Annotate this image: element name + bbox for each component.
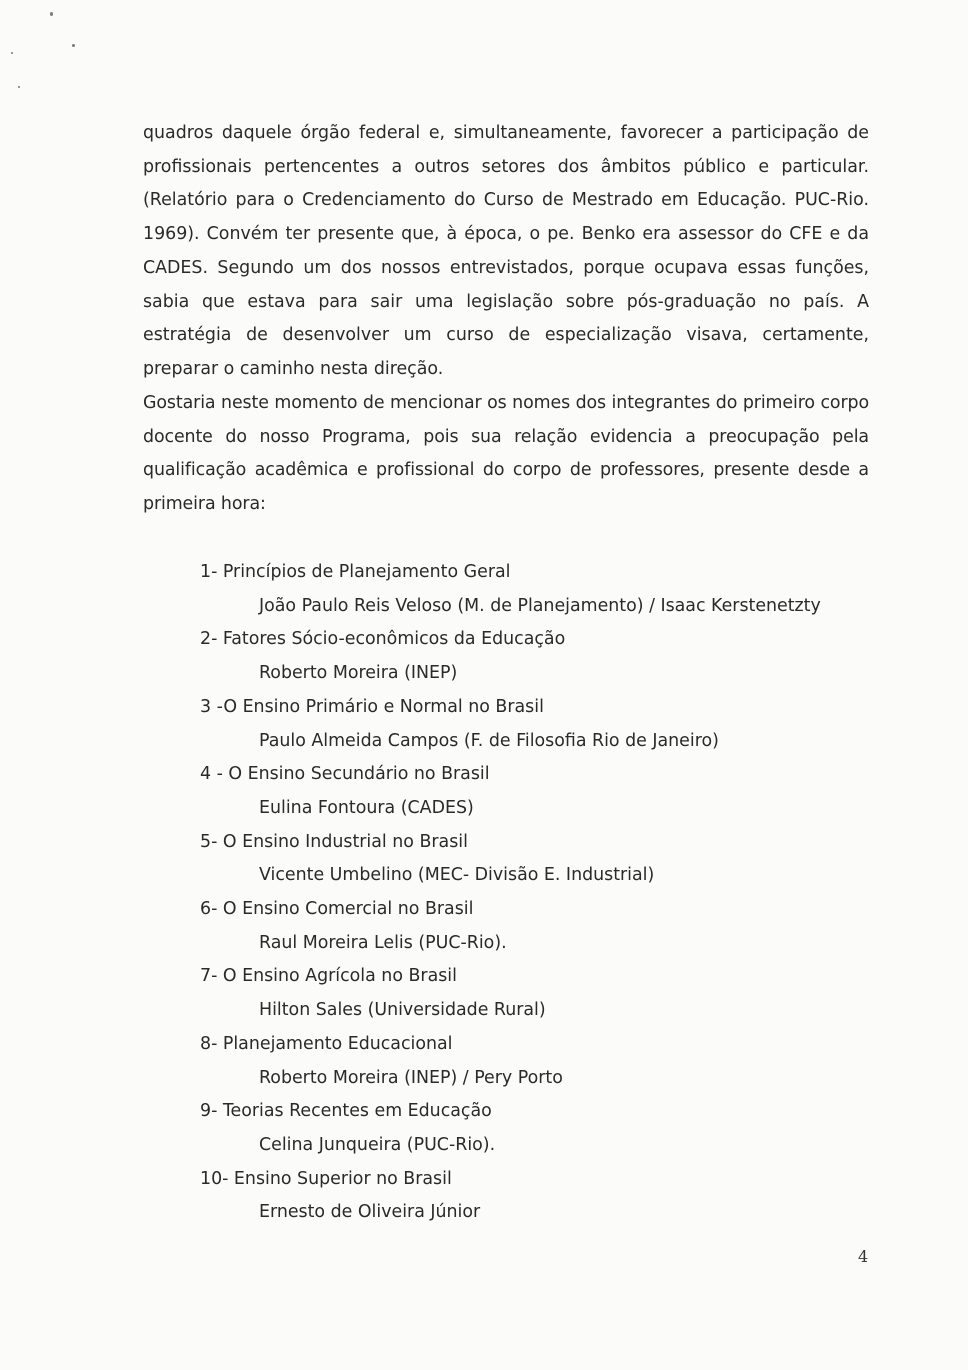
course-title: 1- Princípios de Planejamento Geral	[200, 562, 511, 582]
page-number: 4	[858, 1247, 869, 1266]
list-item	[200, 1095, 880, 1162]
course-teacher: Vicente Umbelino (MEC- Divisão E. Industrial)	[259, 865, 655, 886]
list-item	[200, 1163, 880, 1230]
course-title: 2- Fatores Sócio-econômicos da Educação	[200, 629, 566, 650]
list-item	[200, 1028, 880, 1095]
scan-speck	[50, 12, 53, 16]
list-item	[200, 893, 880, 960]
course-title: 6- O Ensino Comercial no Brasil	[200, 899, 474, 920]
course-teacher: Hilton Sales (Universidade Rural)	[259, 1000, 546, 1021]
course-teacher: Paulo Almeida Campos (F. de Filosofia Rio de Janeiro)	[259, 730, 719, 751]
course-teacher: Celina Junqueira (PUC-Rio).	[259, 1134, 496, 1155]
list-item	[200, 960, 880, 1027]
course-title: 4 - O Ensino Secundário no Brasil	[200, 764, 490, 785]
course-title: 8- Planejamento Educacional	[200, 1033, 453, 1054]
course-teacher: Eulina Fontoura (CADES)	[259, 797, 474, 818]
scan-speck	[11, 52, 13, 54]
list-item	[200, 691, 880, 758]
list-item	[200, 826, 880, 893]
course-teacher: Raul Moreira Lelis (PUC-Rio).	[259, 932, 507, 953]
course-title: 5- O Ensino Industrial no Brasil	[200, 831, 468, 852]
course-teacher: Roberto Moreira (INEP)	[259, 663, 458, 684]
list-item	[200, 623, 880, 690]
paragraph-context: quadros daquele órgão federal e, simultaneamente, favorecer a participação de profissionais pertencentes a outros setores dos âmbitos público e particular. (Relatório para o Credenciamento do Curso de Mestrado em Educação. PUC-Rio. 1969). Convém ter presente que, à época, o pe. Benko era assessor do CFE e da CADES. Segundo um dos nossos entrevistados, porque ocupava essas funções, sabia que estava para sair uma legislação sobre pós-graduação no país. A estratégia de desenvolver um curso de especialização visava, certamente, preparar o caminho nesta direção.	[143, 123, 869, 379]
scan-speck	[72, 44, 75, 47]
course-title: 10- Ensino Superior no Brasil	[200, 1168, 452, 1189]
paragraph-faculty-intro: Gostaria neste momento de mencionar os nomes dos integrantes do primeiro corpo docente do nosso Programa, pois sua relação evidencia a preocupação pela qualificação acadêmica e profissional do corpo de professores, presente desde a primeira hora:	[143, 393, 869, 515]
course-teacher: Ernesto de Oliveira Júnior	[259, 1202, 481, 1223]
course-title: 3 -O Ensino Primário e Normal no Brasil	[200, 696, 544, 717]
scan-speck	[18, 86, 20, 88]
course-teacher: João Paulo Reis Veloso (M. de Planejamento) / Isaac Kerstenetzty	[259, 595, 821, 616]
course-list	[200, 556, 880, 1230]
course-title: 9- Teorias Recentes em Educação	[200, 1101, 492, 1122]
list-item	[200, 556, 880, 623]
course-teacher: Roberto Moreira (INEP) / Pery Porto	[259, 1067, 563, 1088]
course-title: 7- O Ensino Agrícola no Brasil	[200, 966, 457, 987]
list-item	[200, 758, 880, 825]
